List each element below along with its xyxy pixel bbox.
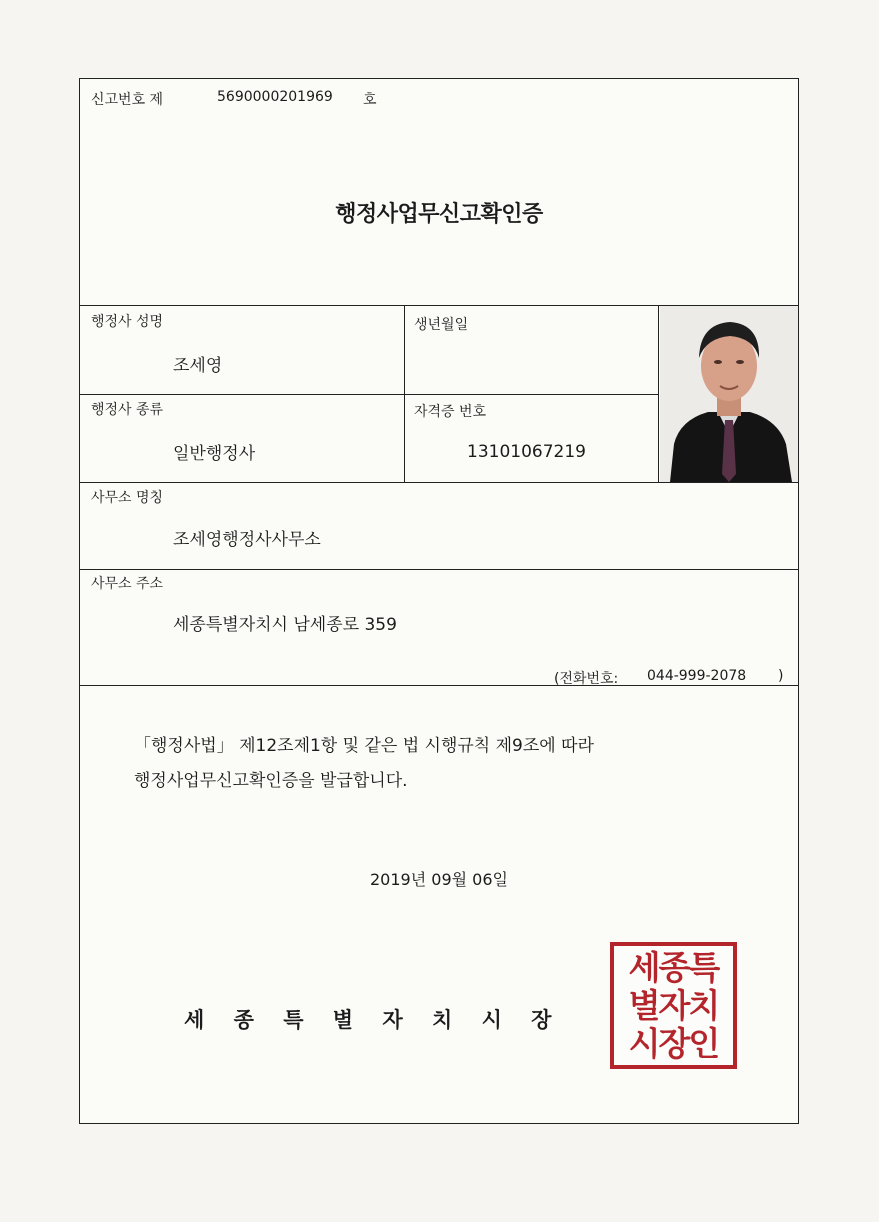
certificate-sheet — [79, 78, 799, 1124]
person-photo-icon — [660, 306, 798, 482]
document-title: 행정사업무신고확인증 — [335, 202, 543, 227]
divider-office-name — [80, 569, 798, 570]
license-value: 13101067219 — [467, 442, 586, 462]
office-name-value: 조세영행정사사무소 — [173, 530, 321, 550]
divider-col-1 — [404, 305, 405, 482]
office-name-label: 사무소 명칭 — [91, 490, 164, 506]
issue-date: 2019년 09월 06일 — [370, 870, 508, 889]
seal-text-line-2: 별자치 — [628, 986, 719, 1025]
official-seal — [610, 942, 737, 1069]
divider-type-row — [80, 482, 798, 483]
office-address-value: 세종특별자치시 남세종로 359 — [173, 615, 397, 635]
office-address-label: 사무소 주소 — [91, 576, 164, 592]
birth-label: 생년월일 — [414, 317, 469, 333]
divider-name-row — [80, 394, 658, 395]
phone-value: 044-999-2078 — [647, 668, 747, 684]
license-label: 자격증 번호 — [414, 404, 487, 420]
name-value: 조세영 — [173, 356, 223, 376]
type-value: 일반행정사 — [173, 444, 256, 464]
report-number-label: 신고번호 제 — [91, 92, 164, 108]
phone-prefix: (전화번호: — [554, 671, 619, 687]
divider-col-photo — [658, 305, 659, 482]
divider-office-address — [80, 685, 798, 686]
issue-statement-line-2: 행정사업무신고확인증을 발급합니다. — [134, 771, 408, 791]
phone-suffix: ) — [778, 668, 784, 684]
issue-statement-line-1: 「행정사법」 제12조제1항 및 같은 법 시행규칙 제9조에 따라 — [134, 736, 594, 756]
name-label: 행정사 성명 — [91, 314, 164, 330]
report-number: 5690000201969 — [217, 89, 333, 105]
report-number-suffix: 호 — [363, 92, 377, 108]
type-label: 행정사 종류 — [91, 402, 164, 418]
seal-text-line-3: 시장인 — [628, 1024, 719, 1063]
seal-text-line-1: 세종특 — [628, 948, 719, 987]
issuer-name: 세 종 특 별 자 치 시 장 — [184, 1008, 553, 1032]
